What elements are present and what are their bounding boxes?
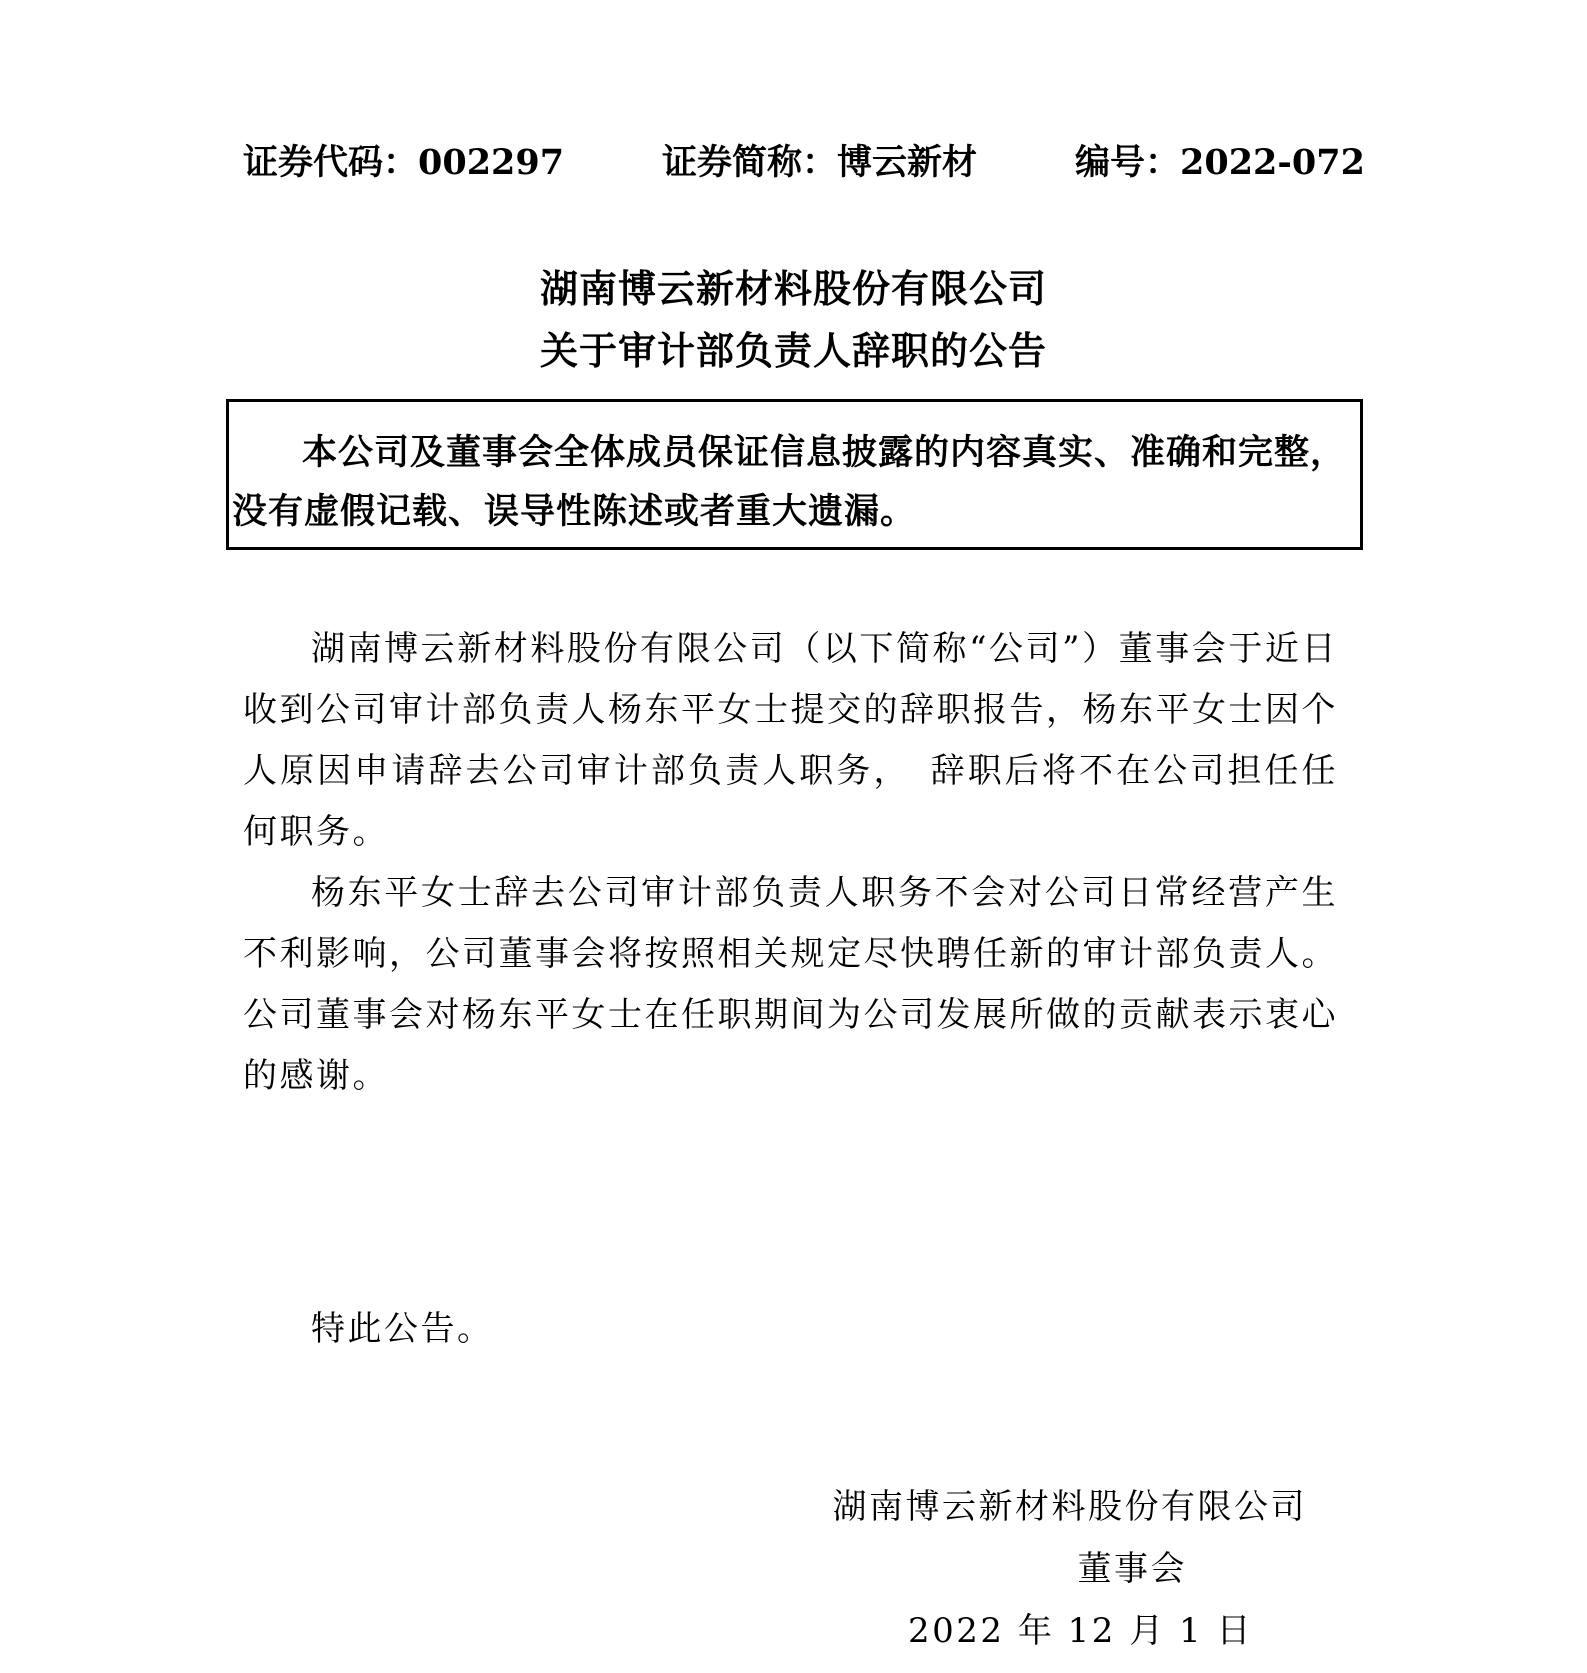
signature-company-name: 湖南博云新材料股份有限公司 (832, 1487, 1307, 1527)
disclosure-notice-text: 本公司及董事会全体成员保证信息披露的内容真实、准确和完整，没有虚假记载、误导性陈述或者重大遗漏。 (232, 432, 1347, 532)
disclosure-notice-box (226, 399, 1363, 550)
doc-number-label: 编号：2022-072 (1074, 142, 1365, 183)
body-paragraph-1: 湖南博云新材料股份有限公司（以下简称“公司”）董事会于近日收到公司审计部负责人杨东平女士提交的辞职报告，杨东平女士因个人原因申请辞去公司审计部负责人职务， 辞职后将不在公司担任任何职务。 (243, 629, 1338, 852)
document-header-row (243, 141, 1365, 185)
document-title (0, 258, 1587, 382)
stock-code-label: 证券代码：002297 (243, 142, 565, 183)
document-body (243, 619, 1338, 1662)
title-subject-line: 关于审计部负责人辞职的公告 (539, 328, 1047, 373)
stock-abbr-label: 证券简称：博云新材 (662, 142, 978, 183)
signature-board-of-directors: 董事会 (1077, 1549, 1187, 1589)
title-company-line: 湖南博云新材料股份有限公司 (539, 266, 1047, 311)
body-paragraph-2: 杨东平女士辞去公司审计部负责人职务不会对公司日常经营产生不利影响，公司董事会将按照相关规定尽快聘任新的审计部负责人。公司董事会对杨东平女士在任职期间为公司发展所做的贡献表示衷心的感谢。 (243, 873, 1338, 1096)
signature-date: 2022 年 12 月 1 日 (908, 1611, 1253, 1651)
signature-block (243, 1476, 1338, 1662)
closing-line: 特此公告。 (311, 1309, 494, 1349)
